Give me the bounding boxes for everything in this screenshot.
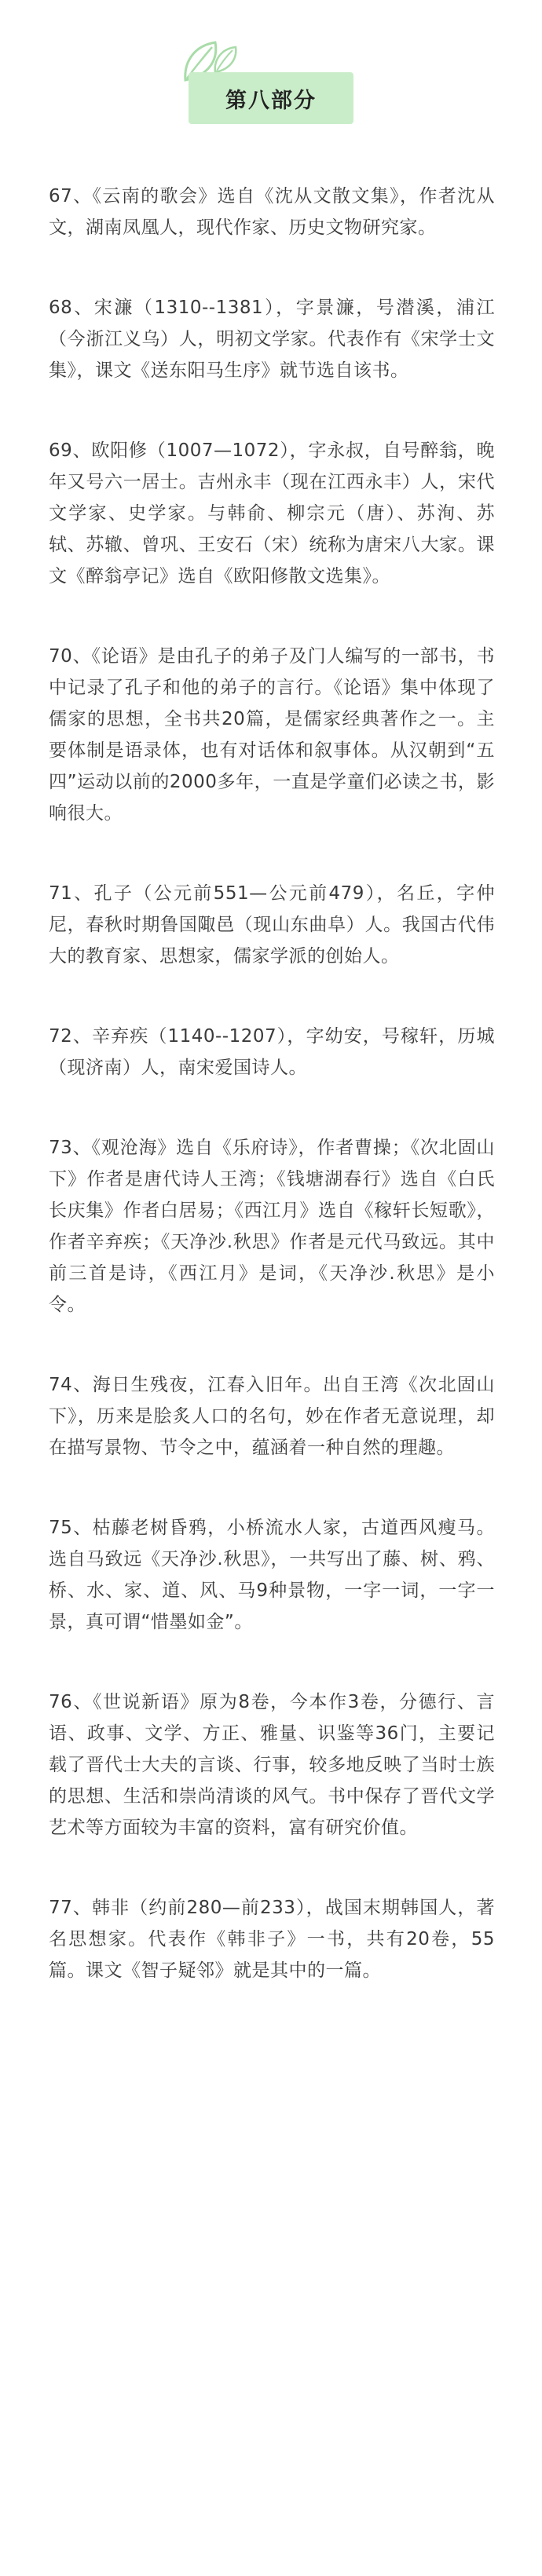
entry-75: 75、枯藤老树昏鸦，小桥流水人家，古道西风瘦马。选自马致远《天净沙.秋思》，一共写出了藤、树、鸦、桥、水、家、道、风、马9种景物，一字一词，一字一景，真可谓“惜墨如金”。 [49, 1518, 495, 1632]
entry-76: 76、《世说新语》原为8卷，今本作3卷，分德行、言语、政事、文学、方正、雅量、识鉴等36门，主要记载了晋代士大夫的言谈、行事，较多地反映了当时士族的思想、生活和崇尚清谈的风气。书中保存了晋代文学艺术等方面较为丰富的资料，富有研究价值。 [49, 1692, 495, 1838]
entry-74: 74、海日生残夜，江春入旧年。出自王湾《次北固山下》，历来是脍炙人口的名句，妙在作者无意说理，却在描写景物、节令之中，蕴涵着一种自然的理趣。 [49, 1375, 495, 1458]
entry-73: 73、《观沧海》选自《乐府诗》，作者曹操；《次北固山下》作者是唐代诗人王湾；《钱塘湖春行》选自《白氏长庆集》作者白居易；《西江月》选自《稼轩长短歌》，作者辛弃疾；《天净沙.秋思》作者是元代马致远。其中前三首是诗，《西江月》是词，《天净沙.秋思》是小令。 [49, 1138, 495, 1315]
entry-72: 72、辛弃疾（1140--1207），字幼安，号稼轩，历城（现济南）人，南宋爱国诗人。 [49, 1026, 495, 1078]
entry-70: 70、《论语》是由孔子的弟子及门人编写的一部书，书中记录了孔子和他的弟子的言行。《论语》集中体现了儒家的思想，全书共20篇，是儒家经典著作之一。主要体制是语录体，也有对话体和叙事体。从汉朝到“五四”运动以前的2000多年，一直是学童们必读之书，影响很大。 [49, 646, 495, 824]
leaf-icon [212, 44, 240, 75]
entry-list [49, 181, 495, 2035]
entry-77: 77、韩非（约前280—前233），战国末期韩国人，著名思想家。代表作《韩非子》一书，共有20卷，55篇。课文《智子疑邻》就是其中的一篇。 [49, 1898, 495, 1981]
entry-69: 69、欧阳修（1007—1072），字永叔，自号醉翁，晚年又号六一居士。吉州永丰（现在江西永丰）人，宋代文学家、史学家。与韩俞、柳宗元（唐）、苏洵、苏轼、苏辙、曾巩、王安石（宋）统称为唐宋八大家。课文《醉翁亭记》选自《欧阳修散文选集》。 [49, 440, 495, 586]
section-title: 第八部分 [189, 72, 353, 124]
entry-71: 71、孔子（公元前551—公元前479），名丘，字仲尼，春秋时期鲁国陬邑（现山东曲阜）人。我国古代伟大的教育家、思想家，儒家学派的创始人。 [49, 883, 495, 966]
entry-68: 68、宋濂（1310--1381），字景濂，号潜溪，浦江（今浙江义乌）人，明初文学家。代表作有《宋学士文集》，课文《送东阳马生序》就节选自该书。 [49, 298, 495, 381]
entry-67: 67、《云南的歌会》选自《沈从文散文集》，作者沈从文，湖南凤凰人，现代作家、历史文物研究家。 [49, 186, 495, 238]
header [0, 0, 542, 141]
